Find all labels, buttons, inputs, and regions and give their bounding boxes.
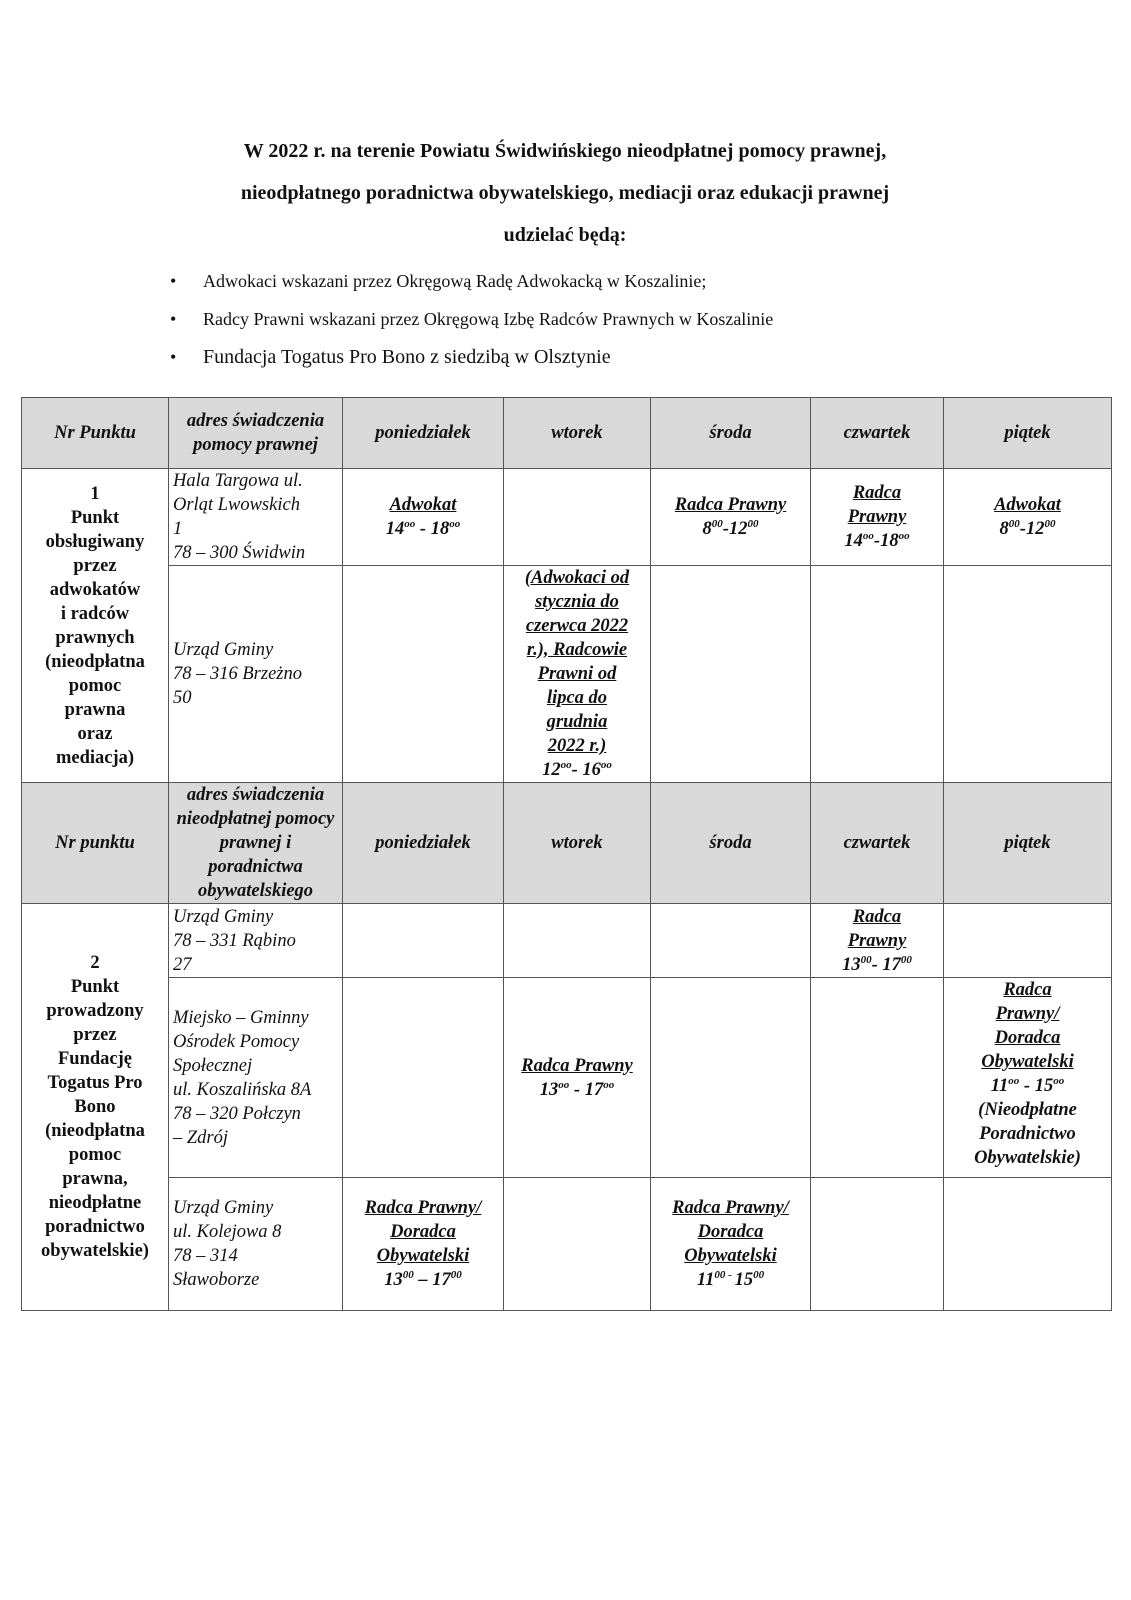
table-row (22, 469, 1112, 566)
header-thursday: czwartek (811, 783, 944, 904)
slot-empty (651, 978, 811, 1178)
provider-list (168, 262, 773, 376)
slot-monday: Radca Prawny/ Doradca Obywatelski $13^{00} - 17^{00}$ (343, 1178, 504, 1311)
slot-friday: Adwokat $8^{00}-12^{00}$ (944, 469, 1112, 566)
point-1-label: 1 Punkt obsługiwany przez adwokatów i radców prawnych (nieodpłatna pomoc prawna oraz mediacja) (22, 469, 169, 783)
provider-item: • Adwokaci wskazani przez Okręgową Radę Adwokacką w Koszalinie; (168, 262, 773, 300)
slot-empty (343, 978, 504, 1178)
header-monday: poniedziałek (343, 398, 504, 469)
slot-empty (504, 904, 651, 978)
slot-tuesday: (Adwokaci od stycznia do czerwca 2022 r.), Radcowie Prawni od lipca do grudnia 2022 r.) $12^{oo}-$ $16^{oo}$ (504, 566, 651, 783)
slot-friday: Radca Prawny/ Doradca Obywatelski $11^{oo} - 15^{oo}$ (Nieodpłatne Poradnictwo Obywatelskie) (944, 978, 1112, 1178)
table-row (22, 978, 1112, 1178)
slot-empty (343, 566, 504, 783)
schedule-table (21, 397, 1112, 1311)
table1-header-row (22, 398, 1112, 469)
slot-empty (811, 566, 944, 783)
slot-empty (944, 566, 1112, 783)
slot-thursday: Radca Prawny $14^{oo}-18^{oo}$ (811, 469, 944, 566)
title-line: W 2022 r. na terenie Powiatu Świdwińskiego nieodpłatnej pomocy prawnej, (243, 140, 887, 162)
slot-empty (944, 1178, 1112, 1311)
address-slawoborze: Urząd Gminy ul. Kolejowa 8 78 – 314 Sławoborze (169, 1178, 343, 1311)
slot-thursday: Radca Prawny $13^{00}-$ $17^{00}$ (811, 904, 944, 978)
address-rabino: Urząd Gminy 78 – 331 Rąbino 27 (169, 904, 343, 978)
table-row (22, 904, 1112, 978)
header-wednesday: środa (651, 783, 811, 904)
provider-item: • Fundacja Togatus Pro Bono z siedzibą w Olsztynie (168, 338, 773, 376)
slot-empty (651, 566, 811, 783)
slot-empty (504, 1178, 651, 1311)
slot-wednesday: Radca Prawny/ Doradca Obywatelski $11^{00 -}$ $15^{00}$ (651, 1178, 811, 1311)
table2-header-row (22, 783, 1112, 904)
header-nr: Nr punktu (22, 783, 169, 904)
header-tuesday: wtorek (504, 783, 651, 904)
header-nr: Nr Punktu (22, 398, 169, 469)
header-wednesday: środa (651, 398, 811, 469)
slot-empty (651, 904, 811, 978)
slot-empty (343, 904, 504, 978)
slot-empty (811, 978, 944, 1178)
header-thursday: czwartek (811, 398, 944, 469)
table-row (22, 566, 1112, 783)
header-friday: piątek (944, 398, 1112, 469)
point-2-label: 2 Punkt prowadzony przez Fundację Togatus Pro Bono (nieodpłatna pomoc prawna, nieodpłatne poradnictwo obywatelskie) (22, 904, 169, 1311)
slot-empty (504, 469, 651, 566)
document-title (140, 130, 990, 256)
slot-empty (811, 1178, 944, 1311)
slot-tuesday: Radca Prawny $13^{oo} - 17^{oo}$ (504, 978, 651, 1178)
slot-monday: Adwokat $14^{oo} - 18^{oo}$ (343, 469, 504, 566)
header-friday: piątek (944, 783, 1112, 904)
address-polczyn: Miejsko – Gminny Ośrodek Pomocy Społecznej ul. Koszalińska 8A 78 – 320 Połczyn – Zdrój (169, 978, 343, 1178)
title-line: udzielać będą: (503, 224, 627, 246)
header-tuesday: wtorek (504, 398, 651, 469)
header-monday: poniedziałek (343, 783, 504, 904)
slot-wednesday: Radca Prawny $8^{00}-12^{00}$ (651, 469, 811, 566)
provider-item: • Radcy Prawni wskazani przez Okręgową Izbę Radców Prawnych w Koszalinie (168, 300, 773, 338)
address-swidwin: Hala Targowa ul. Orląt Lwowskich 1 78 – 300 Świdwin (169, 469, 343, 566)
table-row (22, 1178, 1112, 1311)
address-brzezno: Urząd Gminy 78 – 316 Brzeżno 50 (169, 566, 343, 783)
header-address: adres świadczenia nieodpłatnej pomocy prawnej i poradnictwa obywatelskiego (169, 783, 343, 904)
header-address: adres świadczenia pomocy prawnej (169, 398, 343, 469)
title-line: nieodpłatnego poradnictwa obywatelskiego, mediacji oraz edukacji prawnej (240, 182, 890, 204)
slot-empty (944, 904, 1112, 978)
